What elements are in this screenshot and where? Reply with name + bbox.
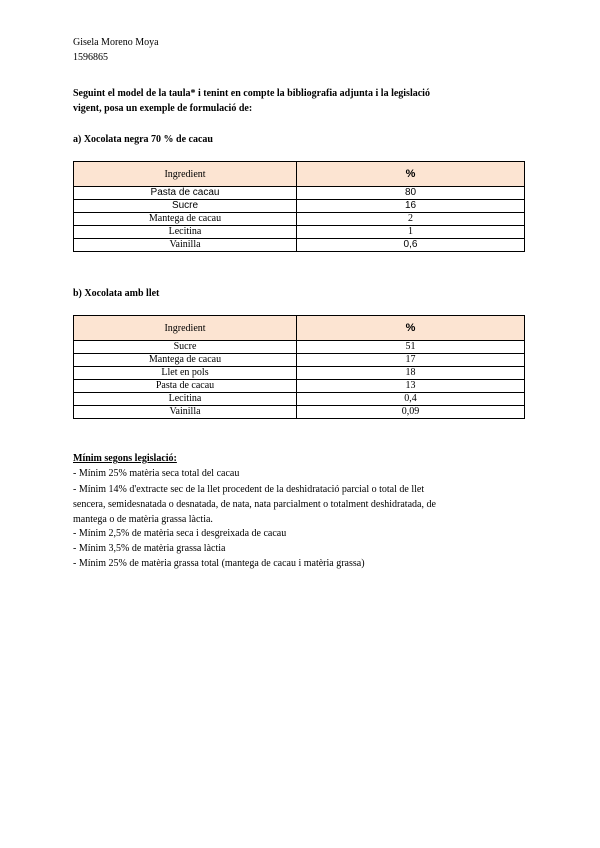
- table-dark-chocolate: [73, 161, 525, 252]
- percent-cell: 0,09: [297, 406, 525, 419]
- legislation-line: - Mínim 2,5% de matèria seca i desgreixada de cacau: [73, 528, 287, 539]
- author-name: Gisela Moreno Moya: [73, 37, 159, 48]
- percent-cell: 13: [297, 380, 525, 393]
- table-milk-chocolate: [73, 315, 525, 419]
- legislation-line: - Mínim 25% de matèria grassa total (mantega de cacau i matèria grassa): [73, 558, 365, 569]
- table-row: [74, 213, 525, 226]
- table-row: [74, 187, 525, 200]
- legislation-line: - Mínim 3,5% de matèria grassa làctia: [73, 543, 226, 554]
- ingredient-cell: Lecitina: [74, 393, 297, 406]
- instruction-line-1: Seguint el model de la taula* i tenint en compte la bibliografia adjunta i la legislació: [73, 88, 430, 99]
- table-row: [74, 239, 525, 252]
- ingredient-cell: Sucre: [74, 341, 297, 354]
- header-percent: %: [297, 162, 525, 187]
- ingredient-cell: Vainilla: [74, 239, 297, 252]
- percent-cell: 18: [297, 367, 525, 380]
- ingredient-cell: Pasta de cacau: [74, 380, 297, 393]
- legislation-line: - Mínim 14% d'extracte sec de la llet procedent de la deshidratació parcial o total de llet: [73, 484, 425, 495]
- table-row: [74, 393, 525, 406]
- percent-cell: 80: [297, 187, 525, 200]
- percent-cell: 0,4: [297, 393, 525, 406]
- ingredient-cell: Pasta de cacau: [74, 187, 297, 200]
- section-b-title: b) Xocolata amb llet: [73, 288, 160, 299]
- table-row: [74, 406, 525, 419]
- percent-cell: 1: [297, 226, 525, 239]
- table-row: [74, 341, 525, 354]
- header-ingredient: Ingredient: [74, 316, 297, 341]
- ingredient-cell: Vainilla: [74, 406, 297, 419]
- percent-cell: 51: [297, 341, 525, 354]
- ingredient-cell: Mantega de cacau: [74, 354, 297, 367]
- table-row: [74, 226, 525, 239]
- ingredient-cell: Mantega de cacau: [74, 213, 297, 226]
- ingredient-cell: Sucre: [74, 200, 297, 213]
- percent-cell: 0,6: [297, 239, 525, 252]
- legislation-line: mantega o de matèria grassa làctia.: [73, 514, 213, 525]
- header-ingredient: Ingredient: [74, 162, 297, 187]
- legislation-title: Mínim segons legislació:: [73, 453, 177, 464]
- header-percent: %: [297, 316, 525, 341]
- legislation-line: sencera, semidesnatada o desnatada, de nata, nata parcialment o totalment deshidratada, de: [73, 499, 436, 510]
- table-header-row: [74, 162, 525, 187]
- percent-cell: 16: [297, 200, 525, 213]
- author-id: 1596865: [73, 52, 108, 63]
- table-row: [74, 380, 525, 393]
- table-row: [74, 200, 525, 213]
- percent-cell: 2: [297, 213, 525, 226]
- percent-cell: 17: [297, 354, 525, 367]
- instruction-line-2: vigent, posa un exemple de formulació de:: [73, 103, 253, 114]
- table-row: [74, 367, 525, 380]
- legislation-line: - Mínim 25% matèria seca total del cacau: [73, 468, 240, 479]
- section-a-title: a) Xocolata negra 70 % de cacau: [73, 134, 213, 145]
- ingredient-cell: Llet en pols: [74, 367, 297, 380]
- ingredient-cell: Lecitina: [74, 226, 297, 239]
- table-header-row: [74, 316, 525, 341]
- table-row: [74, 354, 525, 367]
